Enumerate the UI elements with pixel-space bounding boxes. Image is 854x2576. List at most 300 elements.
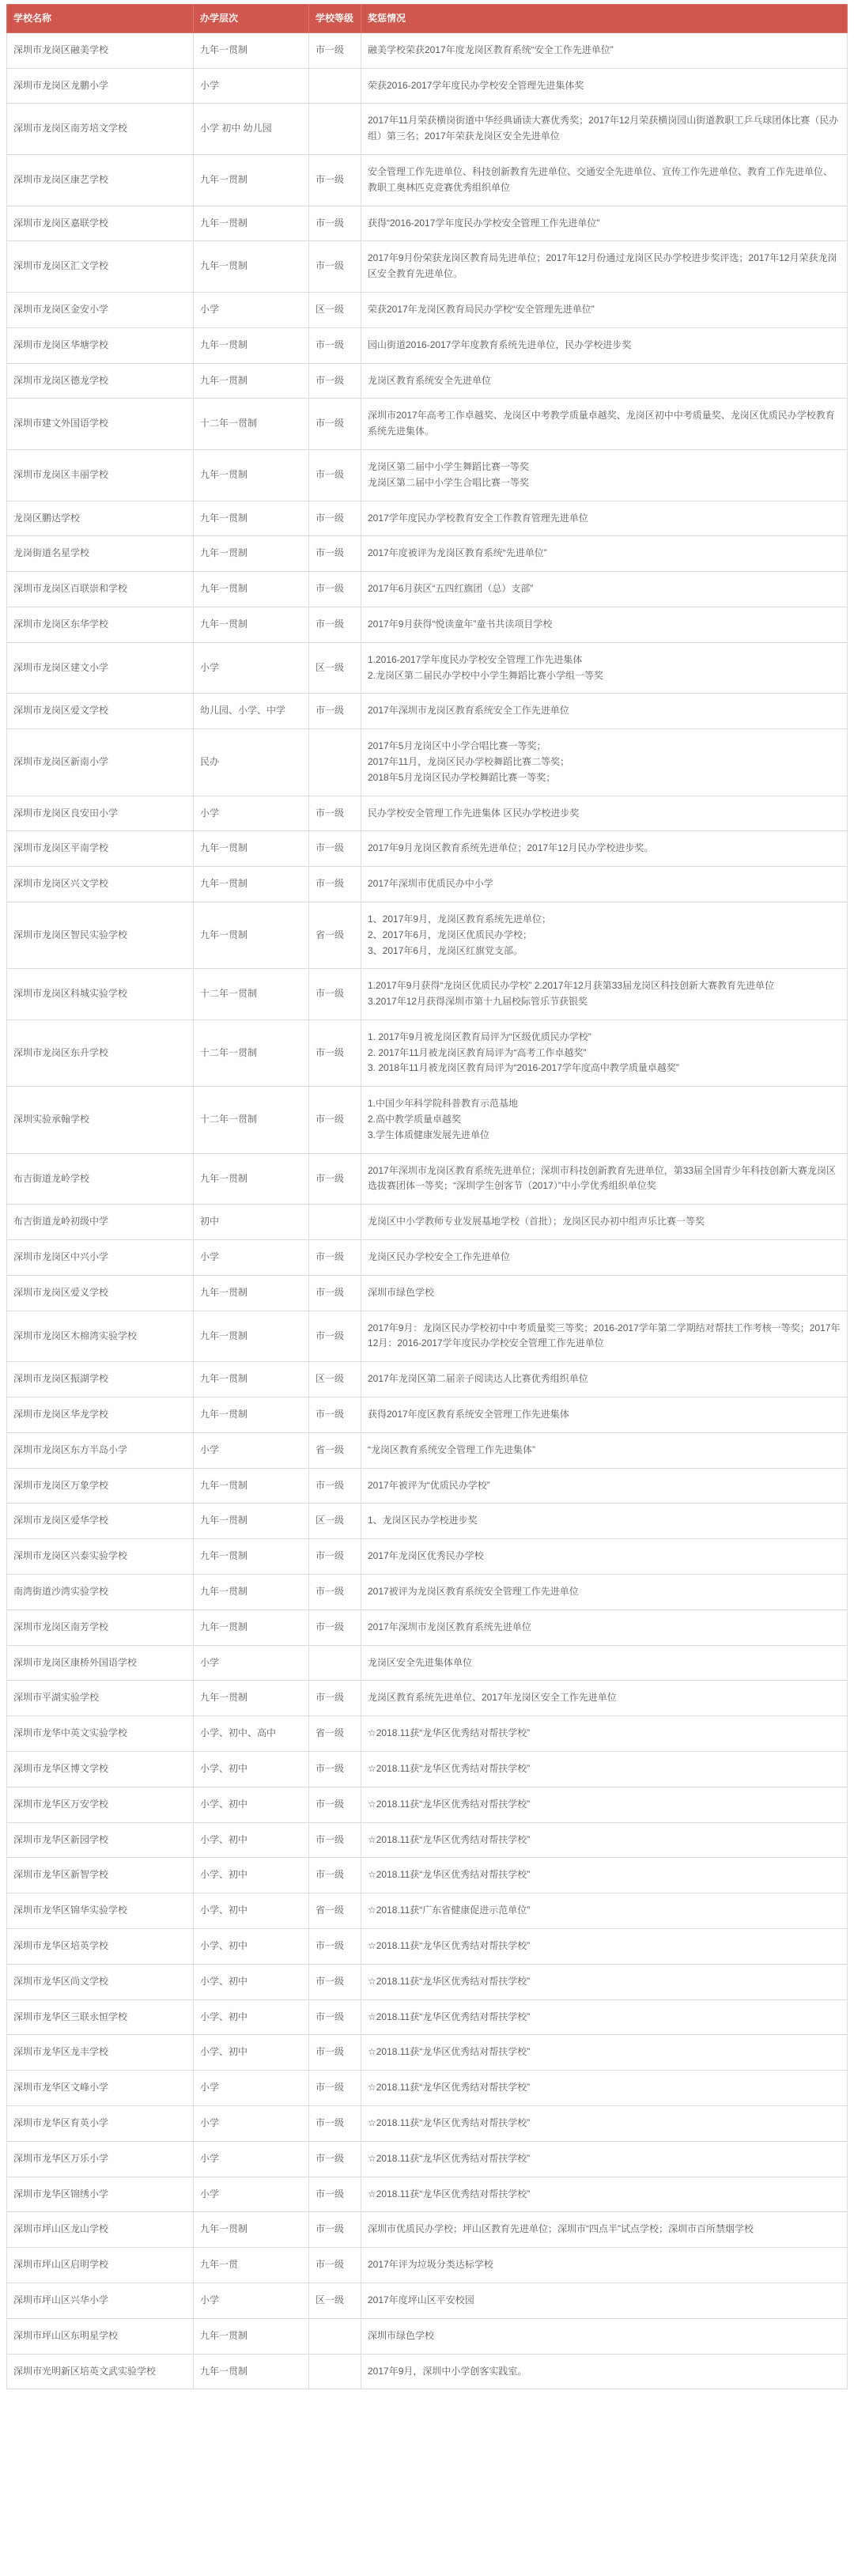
table-row [7,1275,848,1311]
school-awards-cell: 龙岗区教育系统先进单位、2017年龙岗区安全工作先进单位 [361,1681,848,1716]
school-name-cell: 深圳市平湖实验学校 [7,1681,194,1716]
table-row [7,1964,848,1999]
school-name-cell: 深圳市坪山区兴华小学 [7,2283,194,2318]
table-row [7,969,848,1020]
school-grade-cell: 市一级 [309,1575,361,1610]
school-grade-cell: 市一级 [309,694,361,729]
table-row [7,1645,848,1681]
school-level-cell: 十二年一贯制 [194,1087,309,1153]
school-level-cell: 十二年一贯制 [194,969,309,1020]
school-level-cell: 九年一贯制 [194,1362,309,1398]
col-header-school-grade: 学校等级 [309,5,361,33]
school-name-cell: 深圳市龙岗区金安小学 [7,292,194,327]
school-name-cell: 深圳市龙岗区万象学校 [7,1468,194,1504]
table-row [7,536,848,572]
table-row [7,694,848,729]
table-row [7,1716,848,1752]
school-grade-cell: 市一级 [309,2141,361,2177]
school-name-cell: 深圳市坪山区东明星学校 [7,2318,194,2354]
table-row [7,1153,848,1205]
school-name-cell: 深圳市坪山区龙山学校 [7,2212,194,2248]
school-name-cell: 深圳市龙岗区兴泰实验学校 [7,1539,194,1575]
table-row [7,831,848,867]
school-grade-cell: 市一级 [309,1153,361,1205]
table-row [7,399,848,450]
table-row [7,2071,848,2106]
school-awards-cell: 获得2017年度区教育系统安全管理工作先进集体 [361,1398,848,1433]
school-grade-cell: 市一级 [309,2248,361,2283]
school-level-cell: 九年一贯制 [194,1681,309,1716]
table-row [7,206,848,241]
school-awards-cell: 1、2017年9月，龙岗区教育系统先进单位； 2、2017年6月，龙岗区优质民办学校； 3、2017年6月，龙岗区红旗党支部。 [361,902,848,968]
school-level-cell: 九年一贯制 [194,2354,309,2389]
school-grade-cell: 市一级 [309,154,361,206]
school-grade-cell: 市一级 [309,867,361,902]
school-name-cell: 深圳市龙华区文峰小学 [7,2071,194,2106]
school-grade-cell: 市一级 [309,1681,361,1716]
school-level-cell: 小学 [194,1240,309,1276]
table-row [7,2035,848,2071]
school-grade-cell: 市一级 [309,1468,361,1504]
school-awards-cell: 深圳市绿色学校 [361,1275,848,1311]
school-awards-cell: 深圳市2017年高考工作卓越奖、龙岗区中考教学质量卓越奖、龙岗区初中中考质量奖、龙岗区优质民办学校教育系统先进集体。 [361,399,848,450]
school-name-cell: 深圳实验承翰学校 [7,1087,194,1153]
school-awards-cell: 深圳市绿色学校 [361,2318,848,2354]
table-row [7,2283,848,2318]
school-name-cell: 深圳市龙岗区百联崇和学校 [7,572,194,607]
school-awards-cell: 2017年度被评为龙岗区教育系统“先进单位” [361,536,848,572]
school-level-cell: 小学、初中 [194,1999,309,2035]
school-awards-cell: 龙岗区中小学教师专业发展基地学校（首批）；龙岗区民办初中组声乐比赛一等奖 [361,1205,848,1240]
school-name-cell: 深圳市龙岗区华龙学校 [7,1398,194,1433]
table-row [7,1787,848,1822]
school-grade-cell: 市一级 [309,2071,361,2106]
table-row [7,607,848,642]
school-level-cell: 小学、初中 [194,1893,309,1929]
table-row [7,104,848,155]
school-awards-cell: 2017年度坪山区平安校园 [361,2283,848,2318]
table-header [7,5,848,33]
school-grade-cell: 市一级 [309,831,361,867]
school-level-cell: 小学 [194,2177,309,2212]
school-level-cell: 十二年一贯制 [194,399,309,450]
school-awards-cell: 2017年龙岗区第二届亲子阅读达人比赛优秀组织单位 [361,1362,848,1398]
school-level-cell: 小学、初中 [194,1929,309,1965]
school-grade-cell: 市一级 [309,1822,361,1858]
table-row [7,292,848,327]
school-name-cell: 深圳市龙岗区新南小学 [7,729,194,796]
school-awards-cell: ☆2018.11获“龙华区优秀结对帮扶学校” [361,1787,848,1822]
school-level-cell: 民办 [194,729,309,796]
table-row [7,2248,848,2283]
school-name-cell: 深圳市龙岗区龙鹏小学 [7,68,194,104]
school-level-cell: 小学 [194,1645,309,1681]
school-awards-cell: 2017年深圳市龙岗区教育系统先进单位；深圳市科技创新教育先进单位，第33届全国青少年科技创新大赛龙岗区选拔赛团体一等奖；“深圳学生创客节（2017）”中小学优秀组织单位奖 [361,1153,848,1205]
table-row [7,154,848,206]
school-name-cell: 深圳市龙华区万安学校 [7,1787,194,1822]
school-level-cell: 九年一贯制 [194,1311,309,1362]
school-awards-cell: 2017年深圳市龙岗区教育系统先进单位 [361,1610,848,1645]
school-awards-cell: 2017年深圳市龙岗区教育系统安全工作先进单位 [361,694,848,729]
table-row [7,501,848,536]
table-row [7,1858,848,1893]
school-name-cell: 深圳市龙华区龙丰学校 [7,2035,194,2071]
school-name-cell: 深圳市龙华区锦华实验学校 [7,1893,194,1929]
school-level-cell: 九年一贯制 [194,241,309,293]
school-awards-cell: 安全管理工作先进单位、科技创新教育先进单位、交通安全先进单位、宣传工作先进单位、教育工作先进单位、教职工奥林匹克竞赛优秀组织单位 [361,154,848,206]
school-awards-cell: ☆2018.11获“龙华区优秀结对帮扶学校” [361,2141,848,2177]
school-level-cell: 九年一贯制 [194,327,309,363]
school-awards-cell: 1.中国少年科学院科普教育示范基地 2.高中教学质量卓越奖 3.学生体质健康发展先进单位 [361,1087,848,1153]
table-row [7,1929,848,1965]
col-header-school-name: 学校名称 [7,5,194,33]
school-grade-cell: 市一级 [309,1019,361,1086]
table-row [7,867,848,902]
school-name-cell: 深圳市龙岗区德龙学校 [7,363,194,399]
school-grade-cell: 市一级 [309,501,361,536]
table-row [7,32,848,68]
school-grade-cell: 市一级 [309,2105,361,2141]
school-level-cell: 九年一贯制 [194,1575,309,1610]
school-grade-cell: 市一级 [309,206,361,241]
school-name-cell: 深圳市龙华区万乐小学 [7,2141,194,2177]
school-grade-cell: 市一级 [309,2212,361,2248]
table-row [7,796,848,831]
school-grade-cell: 省一级 [309,902,361,968]
school-name-cell: 深圳市龙岗区嘉联学校 [7,206,194,241]
school-awards-cell: ☆2018.11获“龙华区优秀结对帮扶学校” [361,1822,848,1858]
table-row [7,2354,848,2389]
school-level-cell: 小学 [194,642,309,694]
school-level-cell: 九年一贯制 [194,607,309,642]
school-grade-cell: 区一级 [309,2283,361,2318]
school-level-cell: 小学、初中 [194,1822,309,1858]
school-grade-cell: 市一级 [309,536,361,572]
school-awards-cell: 2017年被评为“优质民办学校” [361,1468,848,1504]
school-grade-cell: 市一级 [309,241,361,293]
school-name-cell: 深圳市龙岗区丰丽学校 [7,449,194,501]
school-grade-cell: 区一级 [309,642,361,694]
table-row [7,1539,848,1575]
school-awards-cell: “龙岗区教育系统安全管理工作先进集体” [361,1432,848,1468]
school-grade-cell: 市一级 [309,1999,361,2035]
school-awards-cell: ☆2018.11获“龙华区优秀结对帮扶学校” [361,1929,848,1965]
header-row [7,5,848,33]
school-awards-cell: 园山街道2016-2017学年度教育系统先进单位，民办学校进步奖 [361,327,848,363]
school-awards-cell: 2017年6月获区“五四红旗团（总）支部” [361,572,848,607]
school-level-cell: 九年一贯制 [194,1539,309,1575]
school-level-cell: 九年一贯制 [194,867,309,902]
school-name-cell: 深圳市龙岗区建文小学 [7,642,194,694]
school-level-cell: 小学、初中 [194,1787,309,1822]
school-name-cell: 龙岗区鹏达学校 [7,501,194,536]
school-grade-cell: 市一级 [309,1752,361,1787]
school-awards-cell: ☆2018.11获“龙华区优秀结对帮扶学校” [361,1716,848,1752]
col-header-school-level: 办学层次 [194,5,309,33]
school-grade-cell [309,1645,361,1681]
school-level-cell: 九年一贯制 [194,2318,309,2354]
school-name-cell: 深圳市龙岗区康艺学校 [7,154,194,206]
school-awards-cell: ☆2018.11获“龙华区优秀结对帮扶学校” [361,2105,848,2141]
school-grade-cell: 市一级 [309,449,361,501]
school-awards-cell: 龙岗区民办学校安全工作先进单位 [361,1240,848,1276]
table-row [7,902,848,968]
school-level-cell: 十二年一贯制 [194,1019,309,1086]
school-awards-cell: 2017被评为龙岗区教育系统安全管理工作先进单位 [361,1575,848,1610]
school-level-cell: 小学 [194,2105,309,2141]
school-level-cell: 九年一贯制 [194,572,309,607]
school-awards-table [6,4,848,2389]
school-grade-cell: 市一级 [309,2177,361,2212]
school-name-cell: 布吉街道龙岭学校 [7,1153,194,1205]
school-level-cell: 小学 [194,2071,309,2106]
school-awards-cell: 民办学校安全管理工作先进集体 区民办学校进步奖 [361,796,848,831]
school-level-cell: 九年一贯制 [194,1398,309,1433]
table-row [7,1398,848,1433]
table-row [7,572,848,607]
school-name-cell: 深圳市龙华区培英学校 [7,1929,194,1965]
school-awards-cell: ☆2018.11获“龙华区优秀结对帮扶学校” [361,1999,848,2035]
school-name-cell: 深圳市龙华区博文学校 [7,1752,194,1787]
school-grade-cell: 市一级 [309,607,361,642]
school-awards-cell: 获得“2016-2017学年度民办学校安全管理工作先进单位” [361,206,848,241]
school-level-cell: 九年一贯制 [194,501,309,536]
school-name-cell: 深圳市龙岗区科城实验学校 [7,969,194,1020]
table-row [7,1087,848,1153]
school-grade-cell: 市一级 [309,1610,361,1645]
school-awards-cell: 1、龙岗区民办学校进步奖 [361,1504,848,1539]
table-row [7,1240,848,1276]
school-grade-cell: 市一级 [309,969,361,1020]
school-awards-cell: 2017年9月，深圳中小学创客实践室。 [361,2354,848,2389]
school-grade-cell: 市一级 [309,363,361,399]
school-awards-cell: 2017年深圳市优质民办中小学 [361,867,848,902]
school-name-cell: 深圳市龙岗区振湖学校 [7,1362,194,1398]
school-grade-cell: 市一级 [309,327,361,363]
school-level-cell: 小学 [194,1432,309,1468]
school-name-cell: 深圳市建文外国语学校 [7,399,194,450]
school-grade-cell: 市一级 [309,1929,361,1965]
school-awards-cell: 2017年评为垃圾分类达标学校 [361,2248,848,2283]
school-level-cell: 九年一贯制 [194,1610,309,1645]
school-awards-cell: 1.2017年9月获得“龙岗区优质民办学校” 2.2017年12月获第33届龙岗区科技创新大赛教育先进单位 3.2017年12月获得深圳市第十九届校际管乐节获银奖 [361,969,848,1020]
school-awards-cell: 深圳市优质民办学校；坪山区教育先进单位；深圳市“四点半”试点学校；深圳市百所禁烟学校 [361,2212,848,2248]
school-name-cell: 深圳市龙岗区爱义学校 [7,1275,194,1311]
school-awards-cell: 2017年5月龙岗区中小学合唱比赛一等奖； 2017年11月，龙岗区民办学校舞蹈比赛二等奖； 2018年5月龙岗区民办学校舞蹈比赛一等奖； [361,729,848,796]
table-row [7,1432,848,1468]
school-level-cell: 小学 初中 幼儿园 [194,104,309,155]
school-level-cell: 初中 [194,1205,309,1240]
school-level-cell: 小学 [194,292,309,327]
school-grade-cell: 市一级 [309,1539,361,1575]
school-grade-cell: 市一级 [309,1964,361,1999]
school-name-cell: 深圳市龙华区新智学校 [7,1858,194,1893]
table-row [7,1822,848,1858]
school-name-cell: 深圳市龙岗区东升学校 [7,1019,194,1086]
school-level-cell: 九年一贯制 [194,1153,309,1205]
school-awards-cell: 2017年9月龙岗区教育系统先进单位；2017年12月民办学校进步奖。 [361,831,848,867]
table-body [7,32,848,2389]
table-row [7,241,848,293]
school-awards-cell: 龙岗区教育系统安全先进单位 [361,363,848,399]
school-name-cell: 深圳市龙岗区爱文学校 [7,694,194,729]
school-grade-cell: 市一级 [309,1311,361,1362]
school-level-cell: 小学 [194,68,309,104]
col-header-awards: 奖惩情况 [361,5,848,33]
school-grade-cell: 市一级 [309,796,361,831]
school-name-cell: 深圳市龙华区育英小学 [7,2105,194,2141]
table-row [7,1752,848,1787]
table-row [7,1893,848,1929]
school-grade-cell [309,68,361,104]
school-awards-cell: 2017学年度民办学校教育安全工作教育管理先进单位 [361,501,848,536]
school-level-cell: 九年一贯制 [194,1275,309,1311]
school-awards-cell: 融美学校荣获2017年度龙岗区教育系统“安全工作先进单位” [361,32,848,68]
school-level-cell: 九年一贯制 [194,1504,309,1539]
school-awards-cell: 2017年9月：龙岗区民办学校初中中考质量奖三等奖；2016-2017学年第二学期结对帮扶工作考核一等奖；2017年12月：2016-2017学年度民办学校安全管理工作先进单位 [361,1311,848,1362]
school-name-cell: 深圳市龙岗区南芳培文学校 [7,104,194,155]
table-row [7,2141,848,2177]
table-row [7,1504,848,1539]
school-name-cell: 深圳市龙岗区智民实验学校 [7,902,194,968]
table-row [7,1362,848,1398]
school-grade-cell: 省一级 [309,1716,361,1752]
table-row [7,1575,848,1610]
school-awards-cell: 2017年龙岗区优秀民办学校 [361,1539,848,1575]
school-name-cell: 深圳市龙岗区南芳学校 [7,1610,194,1645]
school-name-cell: 深圳市龙岗区良安田小学 [7,796,194,831]
school-name-cell: 深圳市龙华中英文实验学校 [7,1716,194,1752]
school-level-cell: 九年一贯制 [194,831,309,867]
school-name-cell: 深圳市龙华区尚文学校 [7,1964,194,1999]
school-name-cell: 深圳市龙岗区中兴小学 [7,1240,194,1276]
school-name-cell: 深圳市龙岗区东方半岛小学 [7,1432,194,1468]
school-awards-cell: ☆2018.11获“龙华区优秀结对帮扶学校” [361,1964,848,1999]
school-level-cell: 小学、初中 [194,1752,309,1787]
school-name-cell: 深圳市光明新区培英文武实验学校 [7,2354,194,2389]
school-level-cell: 小学、初中 [194,2035,309,2071]
school-level-cell: 九年一贯制 [194,363,309,399]
school-name-cell: 龙岗街道名星学校 [7,536,194,572]
school-awards-cell: 龙岗区第二届中小学生舞蹈比赛一等奖 龙岗区第二届中小学生合唱比赛一等奖 [361,449,848,501]
school-grade-cell: 区一级 [309,292,361,327]
school-awards-cell: 1. 2017年9月被龙岗区教育局评为“区级优质民办学校” 2. 2017年11月被龙岗区教育局评为“高考工作卓越奖” 3. 2018年11月被龙岗区教育局评为“2016-2017学年度高中教学质量卓越奖” [361,1019,848,1086]
table-row [7,363,848,399]
school-grade-cell: 市一级 [309,1787,361,1822]
school-level-cell: 小学 [194,2283,309,2318]
school-grade-cell: 市一级 [309,2035,361,2071]
school-grade-cell: 市一级 [309,1240,361,1276]
table-row [7,1019,848,1086]
school-name-cell: 深圳市龙岗区华塘学校 [7,327,194,363]
school-level-cell: 小学、初中、高中 [194,1716,309,1752]
table-row [7,2318,848,2354]
school-awards-cell: 荣获2016-2017学年度民办学校安全管理先进集体奖 [361,68,848,104]
school-grade-cell: 省一级 [309,1893,361,1929]
table-row [7,2177,848,2212]
table-row [7,1205,848,1240]
school-level-cell: 九年一贯制 [194,206,309,241]
table-row [7,642,848,694]
school-grade-cell: 省一级 [309,1432,361,1468]
table-row [7,449,848,501]
school-awards-cell: 荣获2017年龙岗区教育局民办学校“安全管理先进单位” [361,292,848,327]
school-awards-cell: ☆2018.11获“龙华区优秀结对帮扶学校” [361,1858,848,1893]
school-awards-cell: ☆2018.11获“龙华区优秀结对帮扶学校” [361,2035,848,2071]
school-awards-cell: 2017年9月获得“悦读童年”童书共读项目学校 [361,607,848,642]
school-grade-cell: 市一级 [309,1858,361,1893]
school-name-cell: 布吉街道龙岭初级中学 [7,1205,194,1240]
school-level-cell: 九年一贯制 [194,2212,309,2248]
school-awards-cell: ☆2018.11获“龙华区优秀结对帮扶学校” [361,1752,848,1787]
school-grade-cell: 市一级 [309,572,361,607]
school-name-cell: 深圳市龙华区锦绣小学 [7,2177,194,2212]
school-grade-cell: 市一级 [309,1087,361,1153]
school-grade-cell [309,104,361,155]
school-name-cell: 深圳市龙岗区融美学校 [7,32,194,68]
school-grade-cell: 市一级 [309,1275,361,1311]
school-name-cell: 深圳市龙岗区平南学校 [7,831,194,867]
school-level-cell: 九年一贯制 [194,154,309,206]
school-awards-cell: 2017年9月份荣获龙岗区教育局先进单位；2017年12月份通过龙岗区民办学校进步奖评选；2017年12月荣获龙岗区安全教育先进单位。 [361,241,848,293]
school-level-cell: 九年一贯制 [194,449,309,501]
school-level-cell: 小学、初中 [194,1964,309,1999]
school-grade-cell: 区一级 [309,1362,361,1398]
school-grade-cell [309,1205,361,1240]
school-grade-cell: 区一级 [309,1504,361,1539]
table-row [7,729,848,796]
table-row [7,2105,848,2141]
school-name-cell: 深圳市龙岗区汇文学校 [7,241,194,293]
school-level-cell: 九年一贯 [194,2248,309,2283]
school-level-cell: 小学、初中 [194,1858,309,1893]
school-level-cell: 九年一贯制 [194,1468,309,1504]
school-grade-cell: 市一级 [309,399,361,450]
school-level-cell: 小学 [194,2141,309,2177]
school-awards-cell: 2017年11月荣获横岗街道中华经典诵读大赛优秀奖；2017年12月荣获横岗园山街道教职工乒乓球团体比赛（民办组）第三名；2017年荣获龙岗区安全先进单位 [361,104,848,155]
school-name-cell: 深圳市龙华区新园学校 [7,1822,194,1858]
school-awards-cell: ☆2018.11获“广东省健康促进示范单位” [361,1893,848,1929]
school-level-cell: 九年一贯制 [194,32,309,68]
school-level-cell: 九年一贯制 [194,902,309,968]
table-row [7,1681,848,1716]
school-awards-cell: ☆2018.11获“龙华区优秀结对帮扶学校” [361,2177,848,2212]
school-name-cell: 南湾街道沙湾实验学校 [7,1575,194,1610]
school-grade-cell: 市一级 [309,1398,361,1433]
school-level-cell: 九年一贯制 [194,536,309,572]
school-name-cell: 深圳市龙华区三联永恒学校 [7,1999,194,2035]
school-awards-cell: 龙岗区安全先进集体单位 [361,1645,848,1681]
school-name-cell: 深圳市龙岗区爱华学校 [7,1504,194,1539]
school-awards-cell: 1.2016-2017学年度民办学校安全管理工作先进集体 2.龙岗区第二届民办学校中小学生舞蹈比赛小学组一等奖 [361,642,848,694]
school-name-cell: 深圳市龙岗区木棉湾实验学校 [7,1311,194,1362]
table-row [7,1999,848,2035]
table-row [7,1610,848,1645]
school-level-cell: 小学 [194,796,309,831]
school-name-cell: 深圳市坪山区启明学校 [7,2248,194,2283]
table-row [7,1468,848,1504]
school-name-cell: 深圳市龙岗区康桥外国语学校 [7,1645,194,1681]
school-grade-cell [309,2354,361,2389]
table-row [7,327,848,363]
school-level-cell: 幼儿园、小学、中学 [194,694,309,729]
table-row [7,2212,848,2248]
school-name-cell: 深圳市龙岗区东华学校 [7,607,194,642]
table-row [7,68,848,104]
school-awards-cell: ☆2018.11获“龙华区优秀结对帮扶学校” [361,2071,848,2106]
school-grade-cell [309,2318,361,2354]
school-grade-cell [309,729,361,796]
